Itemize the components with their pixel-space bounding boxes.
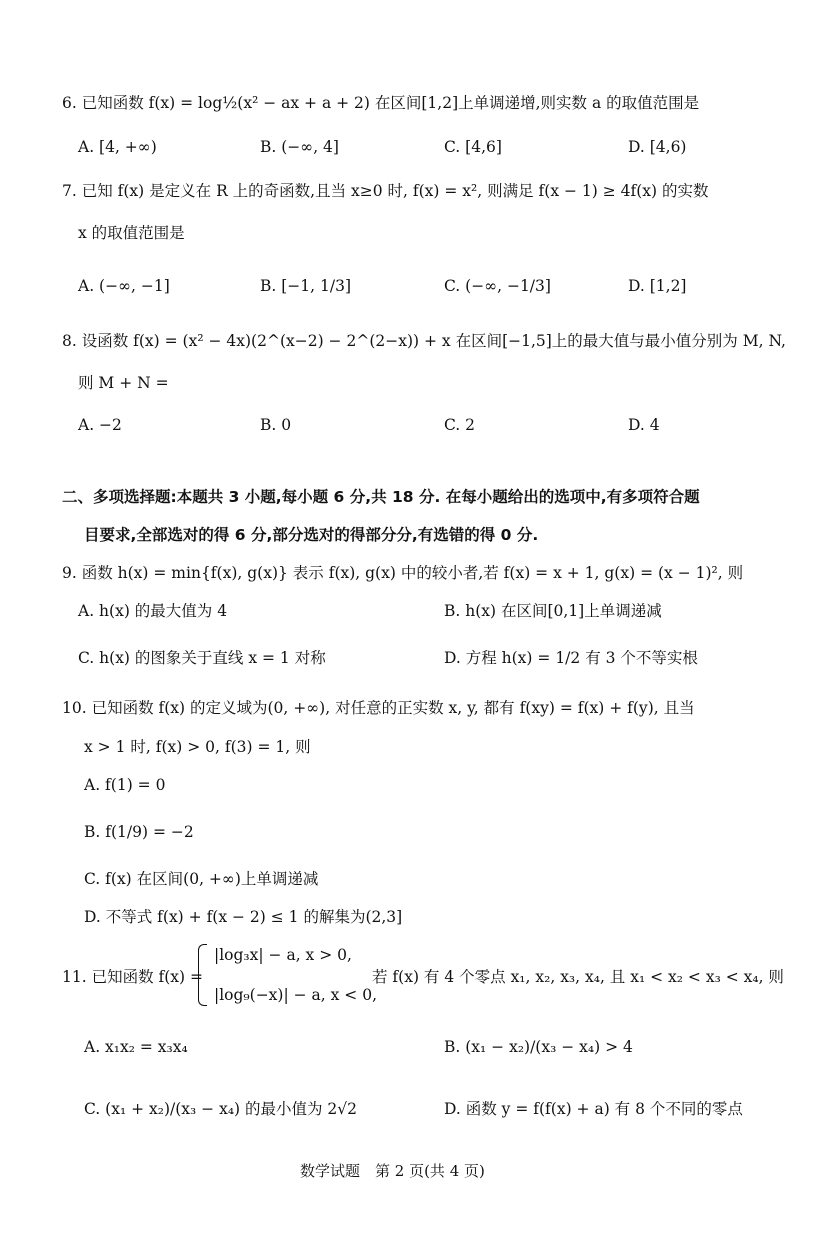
q9-option-d: D. 方程 h(x) = 1/2 有 3 个不等实根: [444, 649, 698, 667]
q11-option-b: B. (x₁ − x₂)/(x₃ − x₄) > 4: [444, 1038, 633, 1056]
q6-option-c: C. [4,6]: [444, 138, 502, 156]
q11-option-d: D. 函数 y = f(f(x) + a) 有 8 个不同的零点: [444, 1100, 743, 1118]
q10-option-a: A. f(1) = 0: [84, 776, 166, 794]
question-11-suffix: 若 f(x) 有 4 个零点 x₁, x₂, x₃, x₄, 且 x₁ < x₂ < x₃ < x₄, 则: [372, 968, 784, 986]
question-7-stem-line1: 7. 已知 f(x) 是定义在 R 上的奇函数,且当 x≥0 时, f(x) = x², 则满足 f(x − 1) ≥ 4f(x) 的实数: [62, 182, 709, 200]
question-8-stem-line1: 8. 设函数 f(x) = (x² − 4x)(2^(x−2) − 2^(2−x)) + x 在区间[−1,5]上的最大值与最小值分别为 M, N,: [62, 332, 786, 350]
q8-option-c: C. 2: [444, 416, 476, 434]
q6-option-d: D. [4,6): [628, 138, 687, 156]
section-2-heading-line2: 目要求,全部选对的得 6 分,部分选对的得部分分,有选错的得 0 分.: [84, 526, 539, 544]
q7-option-d: D. [1,2]: [628, 277, 687, 295]
q11-case-2: |log₉(−x)| − a, x < 0,: [214, 986, 377, 1004]
q8-option-b: B. 0: [260, 416, 292, 434]
q8-option-d: D. 4: [628, 416, 660, 434]
q7-option-a: A. (−∞, −1]: [78, 277, 170, 295]
q10-option-d: D. 不等式 f(x) + f(x − 2) ≤ 1 的解集为(2,3]: [84, 908, 403, 926]
q10-option-c: C. f(x) 在区间(0, +∞)上单调递减: [84, 870, 319, 888]
q9-option-c: C. h(x) 的图象关于直线 x = 1 对称: [78, 649, 326, 667]
q10-option-b: B. f(1/9) = −2: [84, 823, 194, 841]
question-10-stem-line2: x > 1 时, f(x) > 0, f(3) = 1, 则: [84, 738, 311, 756]
question-11-prefix: 11. 已知函数 f(x) =: [62, 968, 203, 986]
q9-option-a: A. h(x) 的最大值为 4: [78, 602, 228, 620]
q6-option-a: A. [4, +∞): [78, 138, 157, 156]
q8-option-a: A. −2: [78, 416, 122, 434]
q7-option-c: C. (−∞, −1/3]: [444, 277, 551, 295]
q11-option-c: C. (x₁ + x₂)/(x₃ − x₄) 的最小值为 2√2: [84, 1100, 358, 1118]
piecewise-brace: [198, 944, 207, 1006]
question-9-stem: 9. 函数 h(x) = min{f(x), g(x)} 表示 f(x), g(x) 中的较小者,若 f(x) = x + 1, g(x) = (x − 1)², 则: [62, 564, 744, 582]
question-8-stem-line2: 则 M + N =: [78, 374, 169, 392]
q9-option-b: B. h(x) 在区间[0,1]上单调递减: [444, 602, 662, 620]
q11-case-1: |log₃x| − a, x > 0,: [214, 946, 352, 964]
section-2-heading-line1: 二、多项选择题:本题共 3 小题,每小题 6 分,共 18 分. 在每小题给出的选项中,有多项符合题: [62, 488, 700, 506]
question-6-stem: 6. 已知函数 f(x) = log½(x² − ax + a + 2) 在区间[1,2]上单调递增,则实数 a 的取值范围是: [62, 94, 700, 112]
q7-option-b: B. [−1, 1/3]: [260, 277, 351, 295]
q6-option-b: B. (−∞, 4]: [260, 138, 339, 156]
q11-option-a: A. x₁x₂ = x₃x₄: [84, 1038, 188, 1056]
question-7-stem-line2: x 的取值范围是: [78, 224, 185, 242]
page-footer: 数学试题 第 2 页(共 4 页): [300, 1162, 485, 1180]
question-10-stem-line1: 10. 已知函数 f(x) 的定义域为(0, +∞), 对任意的正实数 x, y, 都有 f(xy) = f(x) + f(y), 且当: [62, 699, 695, 717]
